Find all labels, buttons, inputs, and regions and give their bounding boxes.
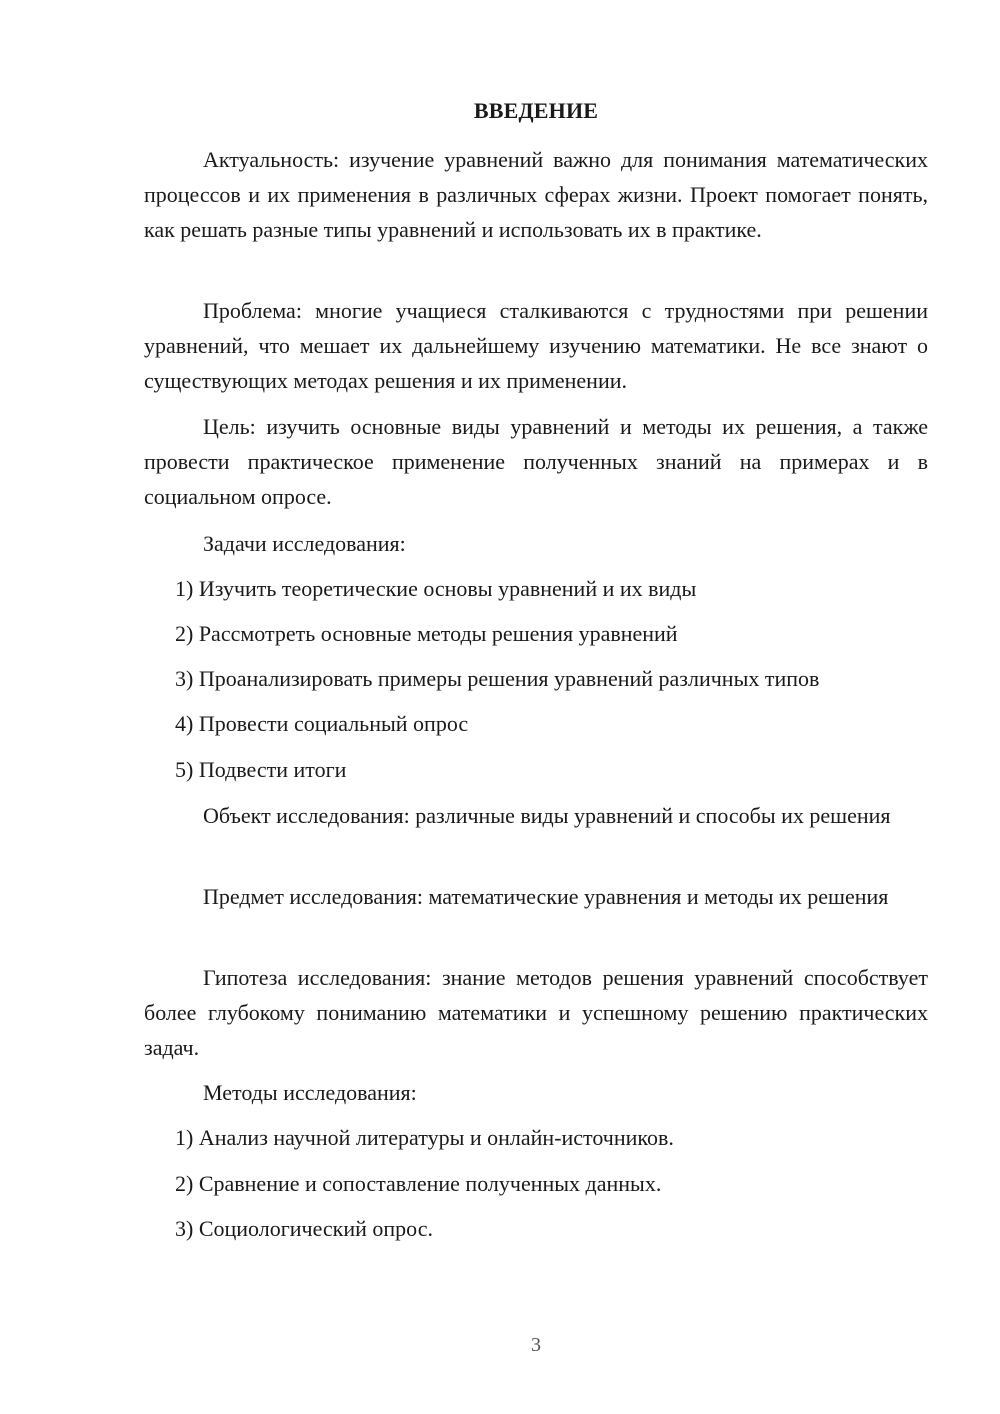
tasks-title: Задачи исследования: [203,531,406,556]
paragraph-problem: Проблема: многие учащиеся сталкиваются с трудностями при решении уравнений, что мешает их дальнейшему изучению математики. Не все знают о существующих методах решения и их применении. [144,298,928,393]
task-item-2: 2) Рассмотреть основные методы решения уравнений [175,621,678,646]
paragraph-object: Объект исследования: различные виды уравнений и способы их решения [203,803,891,828]
task-item-5: 5) Подвести итоги [175,757,347,782]
method-item-1: 1) Анализ научной литературы и онлайн-источников. [175,1125,674,1150]
paragraph-goal: Цель: изучить основные виды уравнений и методы их решения, а также провести практическое применение полученных знаний на примерах и в социальном опросе. [144,414,928,509]
method-item-3: 3) Социологический опрос. [175,1216,433,1241]
method-item-2: 2) Сравнение и сопоставление полученных данных. [175,1171,662,1196]
task-item-3: 3) Проанализировать примеры решения уравнений различных типов [175,666,820,691]
task-item-1: 1) Изучить теоретические основы уравнений и их виды [175,576,697,601]
section-heading: ВВЕДЕНИЕ [473,98,599,123]
paragraph-hypothesis: Гипотеза исследования: знание методов решения уравнений способствует более глубокому пониманию математики и успешному решению практических задач. [144,965,928,1060]
paragraph-subject: Предмет исследования: математические уравнения и методы их решения [203,884,889,909]
paragraph-relevance: Актуальность: изучение уравнений важно для понимания математических процессов и их применения в различных сферах жизни. Проект помогает понять, как решать разные типы уравнений и использовать их в практике. [144,147,928,242]
document-page [144,0,928,1414]
task-item-4: 4) Провести социальный опрос [175,711,469,736]
page-number: 3 [531,1334,541,1356]
methods-title: Методы исследования: [203,1080,417,1105]
